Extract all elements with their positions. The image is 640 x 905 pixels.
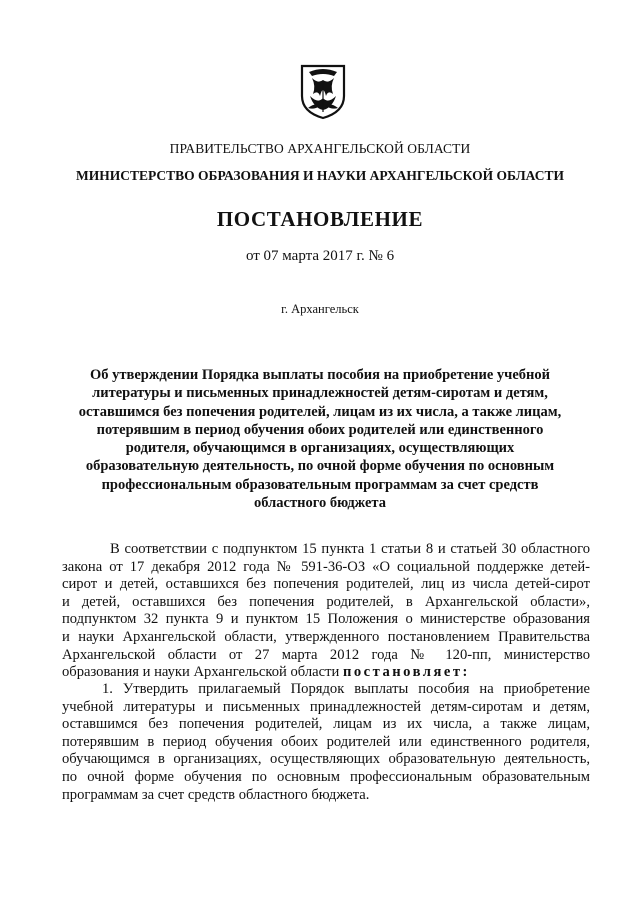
text-line: по очной форме обучения по основным профессиональным образовательным bbox=[62, 768, 590, 785]
text-line: закона от 17 декабря 2012 года № 591-36-ОЗ «О социальной поддержке детей- bbox=[62, 558, 590, 575]
subject-line: Об утверждении Порядка выплаты пособия на приобретение учебной bbox=[90, 367, 550, 383]
preamble-paragraph bbox=[62, 541, 590, 682]
text-line: и науки Архангельской области, утвержденного постановлением Правительства bbox=[62, 628, 590, 645]
government-name: ПРАВИТЕЛЬСТВО АРХАНГЕЛЬСКОЙ ОБЛАСТИ bbox=[169, 141, 471, 156]
text-line: потерявшим в период обучения обоих родителей или единственного родителя, bbox=[62, 733, 590, 750]
text-line-final bbox=[62, 664, 590, 682]
subject-line: родителя, обучающимся в организациях, осуществляющих bbox=[125, 440, 515, 457]
subject-line: образовательную деятельность, по очной форме обучения по основным bbox=[85, 458, 555, 475]
subject-line: профессиональным образовательным программам за счет средств bbox=[101, 476, 539, 493]
text-line: подпунктом 32 пункта 9 и пунктом 15 Положения о министерстве образования bbox=[62, 611, 590, 628]
subject-line: областного бюджета bbox=[254, 495, 386, 512]
subject-line: оставшимся без попечения родителей, лицам из их числа, а также лицам, bbox=[78, 403, 562, 420]
document-type-title: ПОСТАНОВЛЕНИЕ bbox=[216, 207, 424, 231]
document-subject bbox=[70, 366, 570, 512]
text-line: обучающимся в организациях, осуществляющих образовательную деятельность, bbox=[62, 751, 590, 768]
text-line: программам за счет средств областного бюджета. bbox=[62, 786, 370, 803]
text-line: и детей, оставшихся без попечения родителей, в Архангельской области», bbox=[62, 593, 590, 610]
text-line: В соответствии с подпунктом 15 пункта 1 статьи 8 и статьей 30 областного bbox=[110, 541, 590, 557]
text-line-prefix: образования и науки Архангельской области bbox=[62, 664, 343, 681]
text-line: оставшимся без попечения родителей, лицам из их числа, а также лицам, bbox=[62, 716, 590, 733]
decree-word: постановляет: bbox=[342, 664, 470, 681]
ministry-name: МИНИСТЕРСТВО ОБРАЗОВАНИЯ И НАУКИ АРХАНГЕЛЬСКОЙ ОБЛАСТИ bbox=[76, 168, 564, 183]
text-line: сирот и детей, оставшихся без попечения родителей, лиц из числа детей-сирот bbox=[62, 576, 590, 593]
subject-line: литературы и письменных принадлежностей детям-сиротам и детям, bbox=[92, 385, 548, 402]
clause-1-paragraph bbox=[62, 681, 590, 804]
text-line: 1. Утвердить прилагаемый Порядок выплаты пособия на приобретение bbox=[102, 681, 590, 697]
text-line: Архангельской области от 27 марта 2012 года № 120-пп, министерство bbox=[62, 646, 590, 663]
document-date-number: от 07 марта 2017 г. № 6 bbox=[245, 248, 395, 264]
document-city: г. Архангельск bbox=[281, 302, 359, 316]
subject-line: потерявшим в период обучения обоих родителей или единственного bbox=[96, 421, 544, 438]
coat-of-arms-emblem bbox=[298, 62, 348, 120]
text-line: учебной литературы и письменных принадлежностей детям-сиротам и детям, bbox=[62, 698, 590, 715]
